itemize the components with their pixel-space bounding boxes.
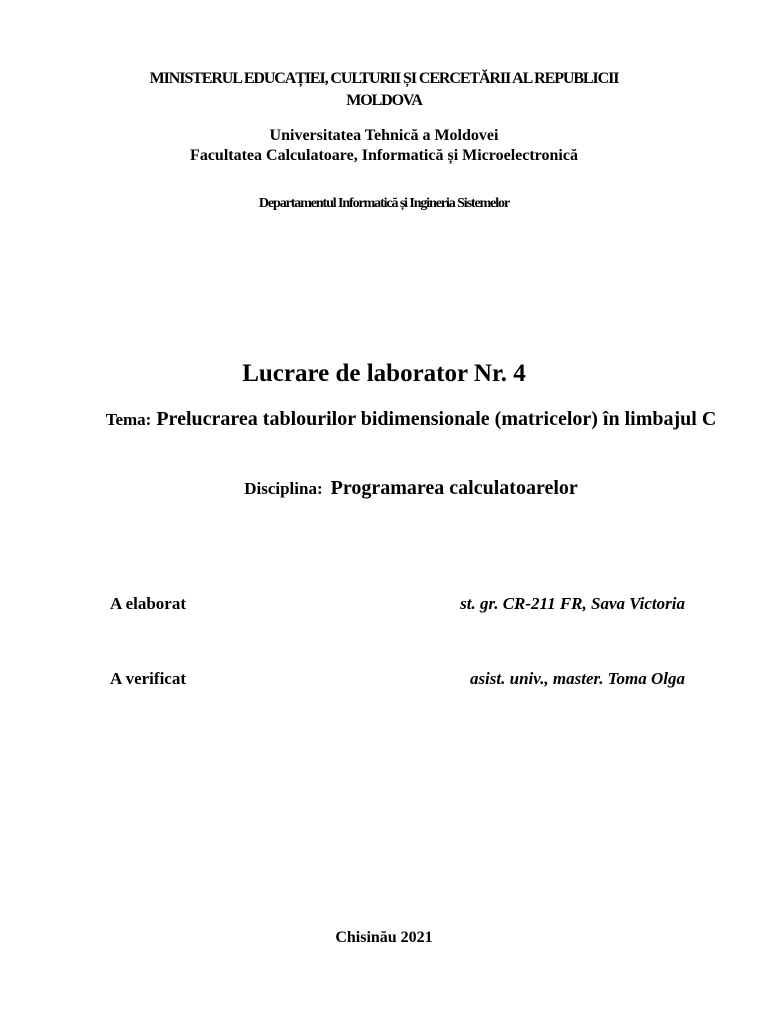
footer-place-year: Chisinău 2021 (335, 929, 433, 946)
verificat-label: A verificat (110, 669, 186, 688)
disciplina-text: Programarea calculatoarelor (330, 477, 578, 499)
tema-block (96, 405, 726, 434)
tema-label: Tema: (105, 410, 152, 429)
elaborat-label: A elaborat (110, 594, 187, 613)
faculty-name: Facultatea Calculatoare, Informatică și Microelectronică (190, 147, 578, 164)
verificat-value: asist. univ., master. Toma Olga (469, 669, 685, 688)
tema-text: Prelucrarea tablourilor bidimensionale (matricelor) în limbajul C (156, 408, 717, 430)
ministry-line-1: MINISTERUL EDUCAȚIEI, CULTURII ȘI CERCETĂRII AL REPUBLICII (149, 70, 619, 87)
disciplina-block (0, 477, 768, 500)
department-name: Departamentul Informatică și Ingineria Sistemelor (258, 196, 510, 211)
university-name: Universitatea Tehnică a Moldovei (269, 127, 499, 144)
disciplina-label: Disciplina: (244, 479, 323, 498)
elaborat-value: st. gr. CR-211 FR, Sava Victoria (460, 594, 685, 613)
ministry-line-2: MOLDOVA (346, 92, 422, 109)
lab-title: Lucrare de laborator Nr. 4 (242, 360, 526, 387)
